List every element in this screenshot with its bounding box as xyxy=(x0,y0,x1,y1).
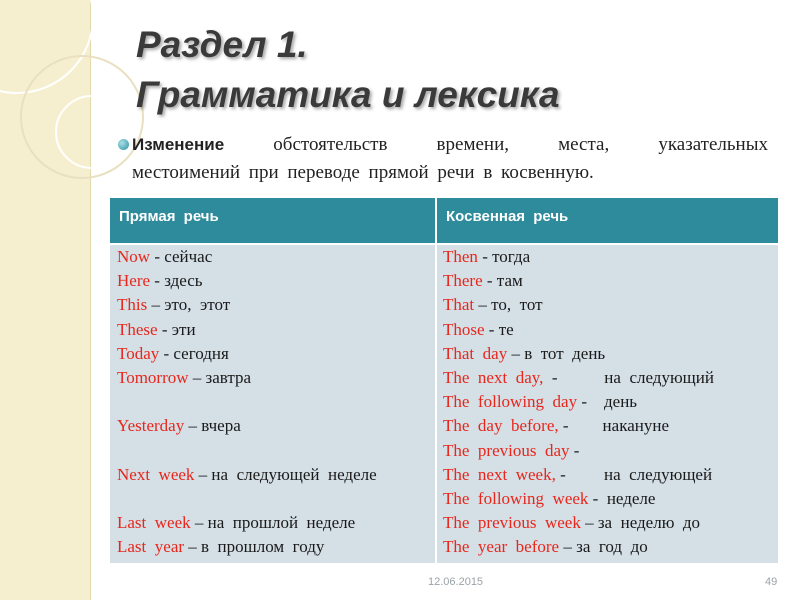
page-number: 49 xyxy=(765,576,778,588)
table-row xyxy=(117,342,377,366)
english-term: Those xyxy=(443,319,485,339)
table-row xyxy=(443,269,714,293)
russian-translation: - неделе xyxy=(588,488,656,508)
russian-translation: – в прошлом году xyxy=(184,537,325,557)
intro-word: указательных xyxy=(658,134,768,155)
russian-translation: - на следующей xyxy=(555,464,713,484)
english-term: The next week, xyxy=(443,464,556,484)
table-row xyxy=(443,293,714,317)
direct-speech-column xyxy=(117,245,377,559)
russian-translation: - xyxy=(569,440,580,460)
russian-translation: – за год до xyxy=(559,537,648,557)
intro-word: места, xyxy=(558,134,610,155)
english-term: Today xyxy=(117,343,160,363)
english-term: The previous day xyxy=(443,440,570,460)
table-row xyxy=(443,511,714,535)
table-row xyxy=(117,366,377,390)
russian-translation: - здесь xyxy=(150,271,203,291)
english-term: Last year xyxy=(117,537,185,557)
english-term: That xyxy=(443,295,475,315)
english-term: Last week xyxy=(117,513,191,533)
english-term: The day before, xyxy=(443,416,559,436)
table-row xyxy=(443,487,714,511)
header-indirect-speech: Косвенная речь xyxy=(446,208,569,225)
column-divider xyxy=(435,198,437,563)
table-row xyxy=(117,439,377,463)
english-term: Here xyxy=(117,271,151,291)
russian-translation: – на следующей неделе xyxy=(194,464,377,484)
table-row xyxy=(443,535,714,559)
intro-paragraph xyxy=(118,131,768,187)
english-term: That day xyxy=(443,343,508,363)
russian-translation: – то, тот xyxy=(474,295,543,315)
english-term: Then xyxy=(443,247,478,266)
russian-translation: - сегодня xyxy=(159,343,229,363)
intro-lead: Изменение xyxy=(132,135,225,154)
english-term: There xyxy=(443,271,483,291)
russian-translation: - накануне xyxy=(558,416,669,436)
table-row xyxy=(443,439,714,463)
table-row xyxy=(117,414,377,438)
table-row xyxy=(117,245,377,269)
russian-translation: – на прошлой неделе xyxy=(190,513,356,533)
english-term: Next week xyxy=(117,464,195,484)
table-row xyxy=(443,463,714,487)
table-row xyxy=(117,318,377,342)
slide-title-line2: Грамматика и лексика xyxy=(136,74,560,115)
english-term: Now xyxy=(117,247,151,266)
russian-translation: - эти xyxy=(157,319,196,339)
slide-title xyxy=(136,20,560,120)
indirect-speech-column xyxy=(443,245,714,559)
table-row xyxy=(443,414,714,438)
english-term: Yesterday xyxy=(117,416,185,436)
intro-line2: местоимений при переводе прямой речи в косвенную. xyxy=(132,162,594,183)
header-direct-speech: Прямая речь xyxy=(119,208,219,225)
intro-line1 xyxy=(118,131,768,159)
table-row xyxy=(117,535,377,559)
table-header xyxy=(110,198,778,245)
table-row xyxy=(117,390,377,414)
english-term: This xyxy=(117,295,148,315)
footer-date: 12.06.2015 xyxy=(428,576,484,588)
english-term: The following week xyxy=(443,488,589,508)
english-term: The following day xyxy=(443,392,578,412)
slide-title-line1: Раздел 1. xyxy=(136,24,308,65)
table-row xyxy=(443,366,714,390)
russian-translation: - на следующий xyxy=(543,367,714,387)
intro-word: времени, xyxy=(436,134,509,155)
speech-comparison-table xyxy=(110,198,778,563)
russian-translation: - там xyxy=(482,271,523,291)
russian-translation: – завтра xyxy=(188,367,252,387)
russian-translation: – это, этот xyxy=(147,295,231,315)
russian-translation: - тогда xyxy=(477,247,531,266)
russian-translation: – за неделю до xyxy=(580,513,701,533)
russian-translation: - те xyxy=(484,319,514,339)
english-term: These xyxy=(117,319,158,339)
intro-lead-group xyxy=(118,131,224,159)
table-row xyxy=(117,511,377,535)
intro-word: обстоятельств xyxy=(273,134,388,155)
english-term: The next day, xyxy=(443,367,544,387)
bullet-icon xyxy=(118,139,129,150)
table-row xyxy=(117,269,377,293)
russian-translation: - день xyxy=(577,392,638,412)
english-term: The previous week xyxy=(443,513,581,533)
english-term: Tomorrow xyxy=(117,367,189,387)
table-row xyxy=(117,487,377,511)
table-row xyxy=(443,390,714,414)
table-row xyxy=(117,463,377,487)
russian-translation: - сейчас xyxy=(150,247,213,266)
table-row xyxy=(443,318,714,342)
russian-translation: – вчера xyxy=(184,416,241,436)
russian-translation: – в тот день xyxy=(507,343,606,363)
english-term: The year before xyxy=(443,537,560,557)
table-row xyxy=(443,245,714,269)
table-row xyxy=(117,293,377,317)
table-row xyxy=(443,342,714,366)
